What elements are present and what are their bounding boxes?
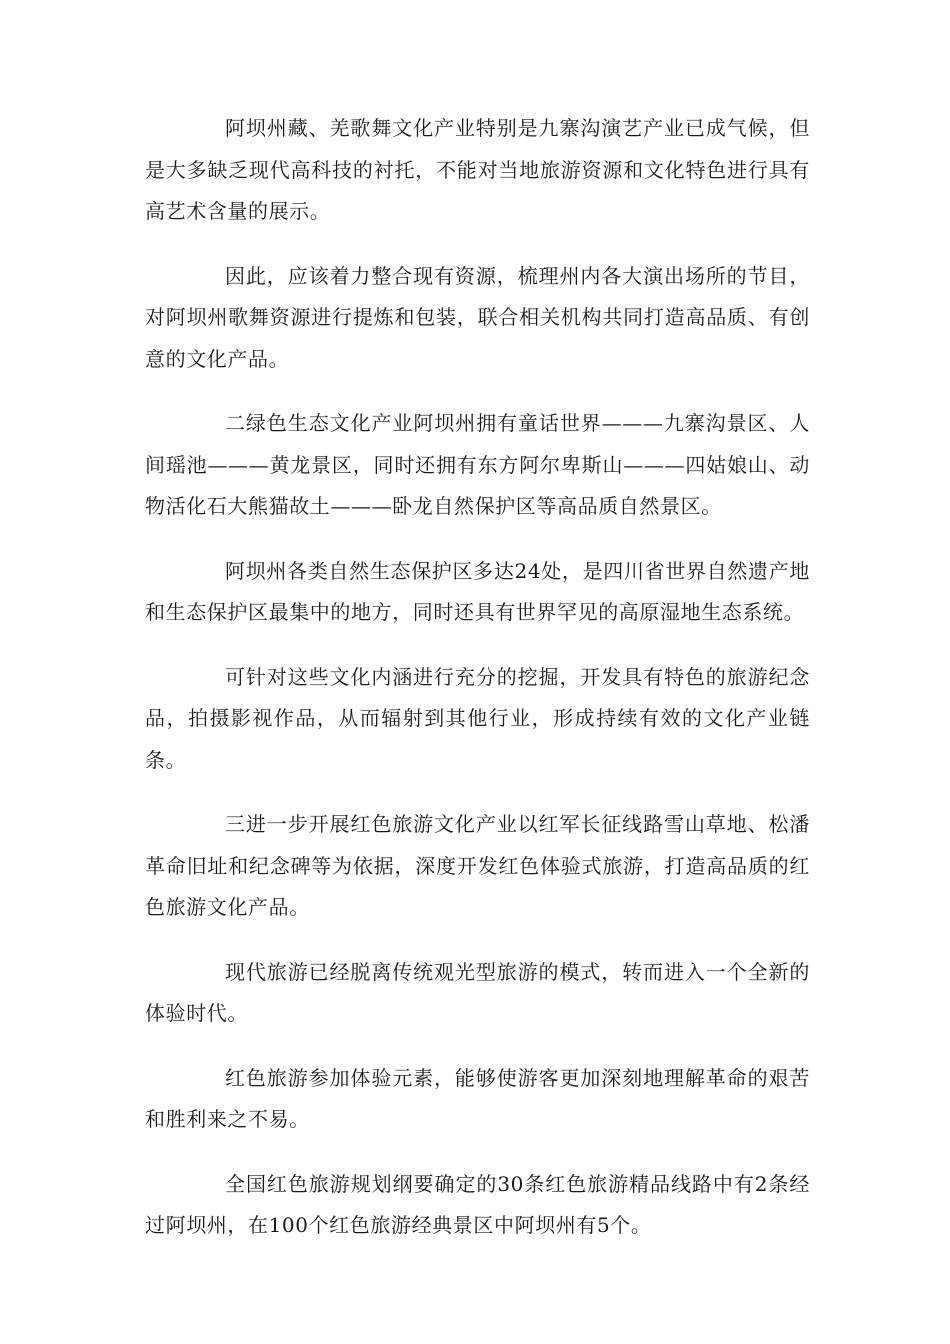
- paragraph-9: 全国红色旅游规划纲要确定的30条红色旅游精品线路中有2条经过阿坝州，在100个红色旅游经典景区中阿坝州有5个。: [145, 1171, 810, 1237]
- paragraph-3: 二绿色生态文化产业阿坝州拥有童话世界———九寨沟景区、人间瑶池———黄龙景区，同时还拥有东方阿尔卑斯山———四姑娘山、动物活化石大熊猫故土———卧龙自然保护区等高品质自然景区。: [145, 411, 810, 518]
- paragraph-6: 三进一步开展红色旅游文化产业以红军长征线路雪山草地、松潘革命旧址和纪念碑等为依据，深度开发红色体验式旅游，打造高品质的红色旅游文化产品。: [145, 812, 810, 919]
- paragraph-4: 阿坝州各类自然生态保护区多达24处，是四川省世界自然遗产地和生态保护区最集中的地方，同时还具有世界罕见的高原湿地生态系统。: [145, 558, 810, 624]
- paragraph-2: 因此，应该着力整合现有资源，梳理州内各大演出场所的节目，对阿坝州歌舞资源进行提炼和包装，联合相关机构共同打造高品质、有创意的文化产品。: [145, 263, 810, 371]
- document-body: [145, 108, 810, 1270]
- paragraph-7: 现代旅游已经脱离传统观光型旅游的模式，转而进入一个全新的体验时代。: [145, 959, 810, 1025]
- paragraph-1: 阿坝州藏、羌歌舞文化产业特别是九寨沟演艺产业已成气候，但是大多缺乏现代高科技的衬托，不能对当地旅游资源和文化特色进行具有高艺术含量的展示。: [145, 116, 810, 223]
- paragraph-5: 可针对这些文化内涵进行充分的挖掘，开发具有特色的旅游纪念品，拍摄影视作品，从而辐射到其他行业，形成持续有效的文化产业链条。: [145, 664, 810, 772]
- paragraph-8: 红色旅游参加体验元素，能够使游客更加深刻地理解革命的艰苦和胜利来之不易。: [145, 1065, 810, 1131]
